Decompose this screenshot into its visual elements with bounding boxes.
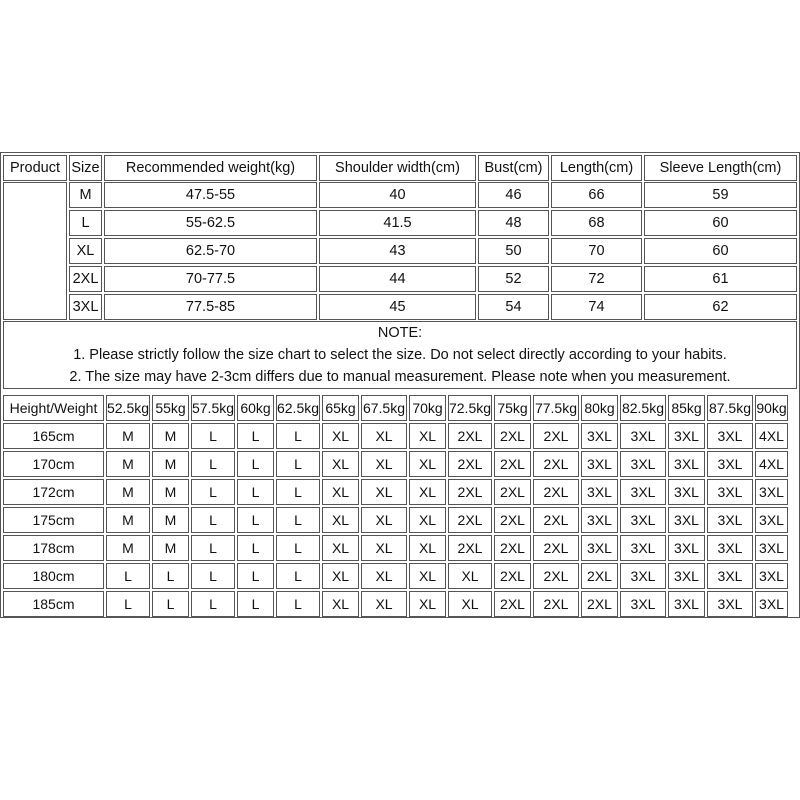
size-table-cell: 68: [551, 210, 642, 236]
size-table-header: Sleeve Length(cm): [644, 155, 797, 181]
size-recommendation-cell: 3XL: [620, 507, 666, 533]
weight-header: 90kg: [755, 395, 788, 421]
weight-header: 55kg: [152, 395, 189, 421]
height-label: 165cm: [3, 423, 104, 449]
size-recommendation-cell: L: [276, 535, 320, 561]
size-table-cell: 61: [644, 266, 797, 292]
note-line-1: 1. Please strictly follow the size chart to select the size. Do not select directly according to your habits.: [73, 347, 727, 363]
size-recommendation-cell: 3XL: [755, 591, 788, 617]
size-recommendation-cell: XL: [361, 563, 407, 589]
size-recommendation-cell: 3XL: [668, 451, 705, 477]
size-recommendation-cell: 3XL: [668, 535, 705, 561]
size-table-cell: 70: [551, 238, 642, 264]
size-recommendation-cell: 3XL: [620, 535, 666, 561]
size-recommendation-cell: 2XL: [448, 423, 492, 449]
size-chart: [0, 152, 800, 618]
size-recommendation-cell: L: [106, 563, 150, 589]
size-table-cell: 43: [319, 238, 476, 264]
size-recommendation-cell: XL: [322, 563, 359, 589]
size-table-cell: 72: [551, 266, 642, 292]
size-recommendation-cell: M: [106, 451, 150, 477]
size-recommendation-cell: 2XL: [533, 507, 579, 533]
size-table: [1, 153, 799, 320]
size-table-header: Recommended weight(kg): [104, 155, 317, 181]
size-recommendation-cell: L: [191, 451, 235, 477]
weight-header: 67.5kg: [361, 395, 407, 421]
size-table-cell: 59: [644, 182, 797, 208]
size-recommendation-cell: 3XL: [620, 423, 666, 449]
size-recommendation-cell: 2XL: [494, 423, 531, 449]
weight-header: 85kg: [668, 395, 705, 421]
size-recommendation-cell: M: [106, 535, 150, 561]
size-recommendation-cell: L: [237, 423, 274, 449]
size-recommendation-cell: M: [106, 507, 150, 533]
size-recommendation-cell: XL: [448, 591, 492, 617]
weight-header: 62.5kg: [276, 395, 320, 421]
size-recommendation-cell: L: [152, 563, 189, 589]
size-recommendation-cell: XL: [361, 423, 407, 449]
size-recommendation-cell: 3XL: [755, 563, 788, 589]
size-recommendation-cell: L: [237, 451, 274, 477]
weight-header: 87.5kg: [707, 395, 753, 421]
weight-header: 77.5kg: [533, 395, 579, 421]
note-title: NOTE:: [377, 325, 423, 341]
size-recommendation-cell: L: [191, 591, 235, 617]
size-table-header: Shoulder width(cm): [319, 155, 476, 181]
size-recommendation-cell: 3XL: [755, 507, 788, 533]
size-recommendation-cell: XL: [322, 423, 359, 449]
size-recommendation-cell: 2XL: [533, 479, 579, 505]
size-recommendation-cell: L: [276, 423, 320, 449]
size-recommendation-cell: XL: [409, 423, 446, 449]
size-label: XL: [69, 238, 102, 264]
weight-header: 72.5kg: [448, 395, 492, 421]
size-recommendation-cell: L: [106, 591, 150, 617]
size-table-cell: 66: [551, 182, 642, 208]
size-recommendation-cell: 2XL: [494, 535, 531, 561]
size-recommendation-cell: 2XL: [448, 535, 492, 561]
size-recommendation-cell: 3XL: [581, 535, 618, 561]
size-table-cell: 41.5: [319, 210, 476, 236]
size-recommendation-cell: XL: [409, 451, 446, 477]
size-recommendation-cell: M: [106, 479, 150, 505]
size-recommendation-cell: 3XL: [620, 451, 666, 477]
size-table-cell: 77.5-85: [104, 294, 317, 320]
size-recommendation-cell: L: [276, 479, 320, 505]
size-label: M: [69, 182, 102, 208]
size-label: 2XL: [69, 266, 102, 292]
size-recommendation-cell: 2XL: [494, 451, 531, 477]
size-recommendation-cell: 3XL: [755, 535, 788, 561]
size-table-cell: 55-62.5: [104, 210, 317, 236]
size-recommendation-cell: L: [276, 591, 320, 617]
size-recommendation-cell: XL: [448, 563, 492, 589]
size-recommendation-cell: 3XL: [668, 479, 705, 505]
size-table-cell: 70-77.5: [104, 266, 317, 292]
weight-header: 80kg: [581, 395, 618, 421]
size-recommendation-cell: 4XL: [755, 423, 788, 449]
weight-header: 70kg: [409, 395, 446, 421]
size-recommendation-cell: 2XL: [581, 563, 618, 589]
note-box: [3, 321, 797, 389]
size-table-cell: 74: [551, 294, 642, 320]
size-recommendation-cell: L: [152, 591, 189, 617]
size-recommendation-cell: 2XL: [533, 535, 579, 561]
weight-header: 82.5kg: [620, 395, 666, 421]
height-label: 172cm: [3, 479, 104, 505]
size-table-header: Length(cm): [551, 155, 642, 181]
height-label: 185cm: [3, 591, 104, 617]
size-recommendation-cell: 3XL: [707, 423, 753, 449]
size-label: L: [69, 210, 102, 236]
size-recommendation-cell: 2XL: [448, 507, 492, 533]
size-recommendation-cell: 3XL: [707, 507, 753, 533]
size-recommendation-cell: 3XL: [707, 451, 753, 477]
weight-header: 60kg: [237, 395, 274, 421]
size-recommendation-cell: 3XL: [668, 507, 705, 533]
size-recommendation-cell: 3XL: [581, 507, 618, 533]
size-recommendation-cell: XL: [361, 451, 407, 477]
size-recommendation-cell: L: [237, 479, 274, 505]
size-recommendation-cell: XL: [409, 591, 446, 617]
size-recommendation-cell: L: [191, 423, 235, 449]
size-table-cell: 45: [319, 294, 476, 320]
size-recommendation-cell: 2XL: [533, 563, 579, 589]
size-recommendation-cell: L: [276, 451, 320, 477]
size-recommendation-cell: XL: [322, 507, 359, 533]
size-recommendation-cell: 2XL: [581, 591, 618, 617]
size-recommendation-cell: XL: [361, 507, 407, 533]
size-recommendation-cell: XL: [361, 479, 407, 505]
size-table-cell: 40: [319, 182, 476, 208]
size-recommendation-cell: XL: [409, 563, 446, 589]
size-table-cell: 60: [644, 210, 797, 236]
size-recommendation-cell: 3XL: [668, 591, 705, 617]
size-recommendation-cell: 2XL: [494, 563, 531, 589]
size-recommendation-cell: 3XL: [581, 479, 618, 505]
size-recommendation-cell: 3XL: [581, 451, 618, 477]
size-recommendation-cell: XL: [322, 535, 359, 561]
height-label: 178cm: [3, 535, 104, 561]
size-recommendation-cell: L: [276, 563, 320, 589]
size-recommendation-cell: 2XL: [533, 423, 579, 449]
size-table-cell: 50: [478, 238, 549, 264]
height-label: 170cm: [3, 451, 104, 477]
height-weight-corner: Height/Weight: [3, 395, 104, 421]
size-recommendation-cell: 2XL: [494, 591, 531, 617]
size-table-cell: 62: [644, 294, 797, 320]
size-table-header: Bust(cm): [478, 155, 549, 181]
height-label: 175cm: [3, 507, 104, 533]
size-recommendation-cell: L: [191, 563, 235, 589]
size-recommendation-cell: XL: [322, 479, 359, 505]
size-recommendation-cell: L: [191, 507, 235, 533]
size-recommendation-cell: 3XL: [707, 479, 753, 505]
weight-header: 57.5kg: [191, 395, 235, 421]
size-recommendation-cell: M: [152, 479, 189, 505]
size-table-header: Product: [3, 155, 67, 181]
size-recommendation-cell: 3XL: [707, 563, 753, 589]
size-recommendation-cell: M: [152, 507, 189, 533]
size-recommendation-cell: 2XL: [533, 451, 579, 477]
height-weight-table: [1, 393, 799, 617]
size-recommendation-cell: L: [276, 507, 320, 533]
size-recommendation-cell: M: [106, 423, 150, 449]
size-table-cell: 46: [478, 182, 549, 208]
size-recommendation-cell: 3XL: [620, 591, 666, 617]
size-table-cell: 47.5-55: [104, 182, 317, 208]
size-recommendation-cell: L: [237, 535, 274, 561]
note-line-2: 2. The size may have 2-3cm differs due to manual measurement. Please note when you measurement.: [69, 369, 731, 385]
size-label: 3XL: [69, 294, 102, 320]
size-table-cell: 52: [478, 266, 549, 292]
size-recommendation-cell: 2XL: [448, 479, 492, 505]
size-table-cell: 60: [644, 238, 797, 264]
product-cell: [3, 182, 67, 320]
size-recommendation-cell: 2XL: [494, 507, 531, 533]
size-recommendation-cell: 3XL: [581, 423, 618, 449]
size-table-cell: 54: [478, 294, 549, 320]
size-recommendation-cell: L: [191, 479, 235, 505]
weight-header: 65kg: [322, 395, 359, 421]
size-recommendation-cell: XL: [409, 479, 446, 505]
size-recommendation-cell: L: [237, 507, 274, 533]
size-recommendation-cell: L: [237, 563, 274, 589]
height-label: 180cm: [3, 563, 104, 589]
size-recommendation-cell: 3XL: [668, 563, 705, 589]
size-recommendation-cell: XL: [361, 591, 407, 617]
size-table-header: Size: [69, 155, 102, 181]
size-recommendation-cell: XL: [361, 535, 407, 561]
size-recommendation-cell: XL: [409, 507, 446, 533]
size-recommendation-cell: 3XL: [707, 535, 753, 561]
size-table-cell: 44: [319, 266, 476, 292]
size-recommendation-cell: M: [152, 451, 189, 477]
weight-header: 75kg: [494, 395, 531, 421]
size-recommendation-cell: XL: [409, 535, 446, 561]
size-recommendation-cell: 2XL: [494, 479, 531, 505]
size-recommendation-cell: 2XL: [448, 451, 492, 477]
size-recommendation-cell: 4XL: [755, 451, 788, 477]
size-recommendation-cell: M: [152, 535, 189, 561]
size-recommendation-cell: 3XL: [707, 591, 753, 617]
size-recommendation-cell: 3XL: [620, 563, 666, 589]
size-recommendation-cell: XL: [322, 591, 359, 617]
weight-header: 52.5kg: [106, 395, 150, 421]
size-recommendation-cell: L: [237, 591, 274, 617]
size-recommendation-cell: 3XL: [755, 479, 788, 505]
size-table-cell: 48: [478, 210, 549, 236]
size-recommendation-cell: M: [152, 423, 189, 449]
size-recommendation-cell: 3XL: [668, 423, 705, 449]
size-recommendation-cell: 2XL: [533, 591, 579, 617]
size-recommendation-cell: 3XL: [620, 479, 666, 505]
size-table-cell: 62.5-70: [104, 238, 317, 264]
size-recommendation-cell: XL: [322, 451, 359, 477]
size-recommendation-cell: L: [191, 535, 235, 561]
